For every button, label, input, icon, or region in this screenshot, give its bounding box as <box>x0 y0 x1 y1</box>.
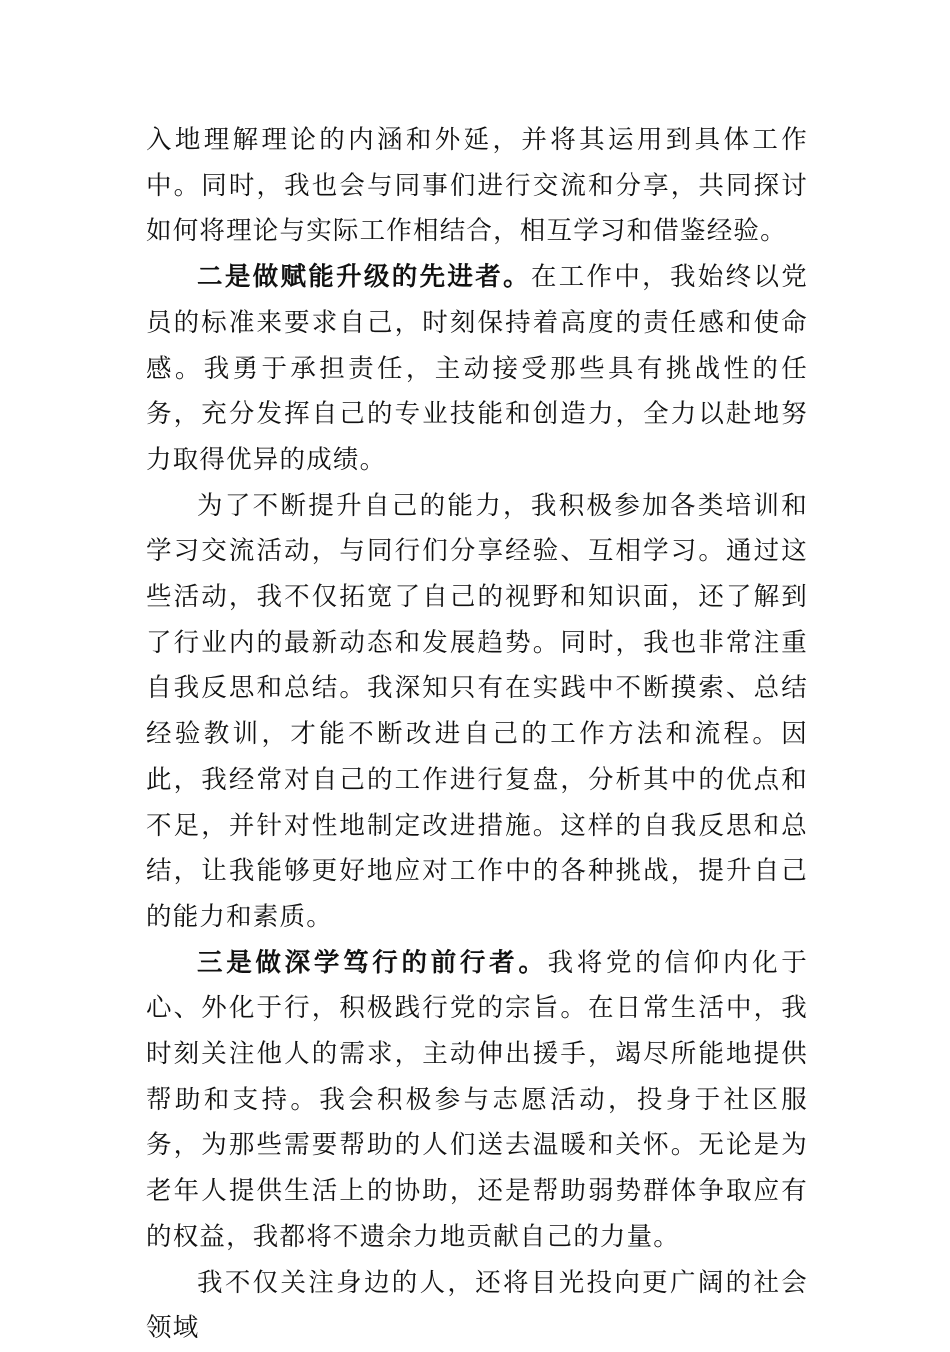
paragraph-3 <box>146 484 808 941</box>
paragraph-1 <box>146 118 808 255</box>
paragraph-4 <box>146 941 808 1261</box>
paragraph-5-text: 我不仅关注身边的人，还将目光投向更广阔的社会领域 <box>146 1267 808 1344</box>
paragraph-5 <box>146 1261 808 1352</box>
document-body <box>146 118 808 1352</box>
paragraph-2 <box>146 255 808 484</box>
paragraph-4-text: 我将党的信仰内化于心、外化于行，积极践行党的宗旨。在日常生活中，我时刻关注他人的需求，主动伸出援手，竭尽所能地提供帮助和支持。我会积极参与志愿活动，投身于社区服务，为那些需要帮助的人们送去温暖和关怀。无论是为老年人提供生活上的协助，还是帮助弱势群体争取应有的权益，我都将不遗余力地贡献自己的力量。 <box>146 947 808 1252</box>
paragraph-1-text: 入地理解理论的内涵和外延，并将其运用到具体工作中。同时，我也会与同事们进行交流和分享，共同探讨如何将理论与实际工作相结合，相互学习和借鉴经验。 <box>146 125 808 247</box>
paragraph-4-heading: 三是做深学笃行的前行者。 <box>197 947 548 978</box>
paragraph-2-text: 在工作中，我始终以党员的标准来要求自己，时刻保持着高度的责任感和使命感。我勇于承担责任，主动接受那些具有挑战性的任务，充分发挥自己的专业技能和创造力，全力以赴地努力取得优异的成绩。 <box>146 262 808 475</box>
paragraph-2-heading: 二是做赋能升级的先进者。 <box>197 262 531 293</box>
paragraph-3-text: 为了不断提升自己的能力，我积极参加各类培训和学习交流活动，与同行们分享经验、互相学习。通过这些活动，我不仅拓宽了自己的视野和知识面，还了解到了行业内的最新动态和发展趋势。同时，我也非常注重自我反思和总结。我深知只有在实践中不断摸索、总结经验教训，才能不断改进自己的工作方法和流程。因此，我经常对自己的工作进行复盘，分析其中的优点和不足，并针对性地制定改进措施。这样的自我反思和总结，让我能够更好地应对工作中的各种挑战，提升自己的能力和素质。 <box>146 490 808 932</box>
